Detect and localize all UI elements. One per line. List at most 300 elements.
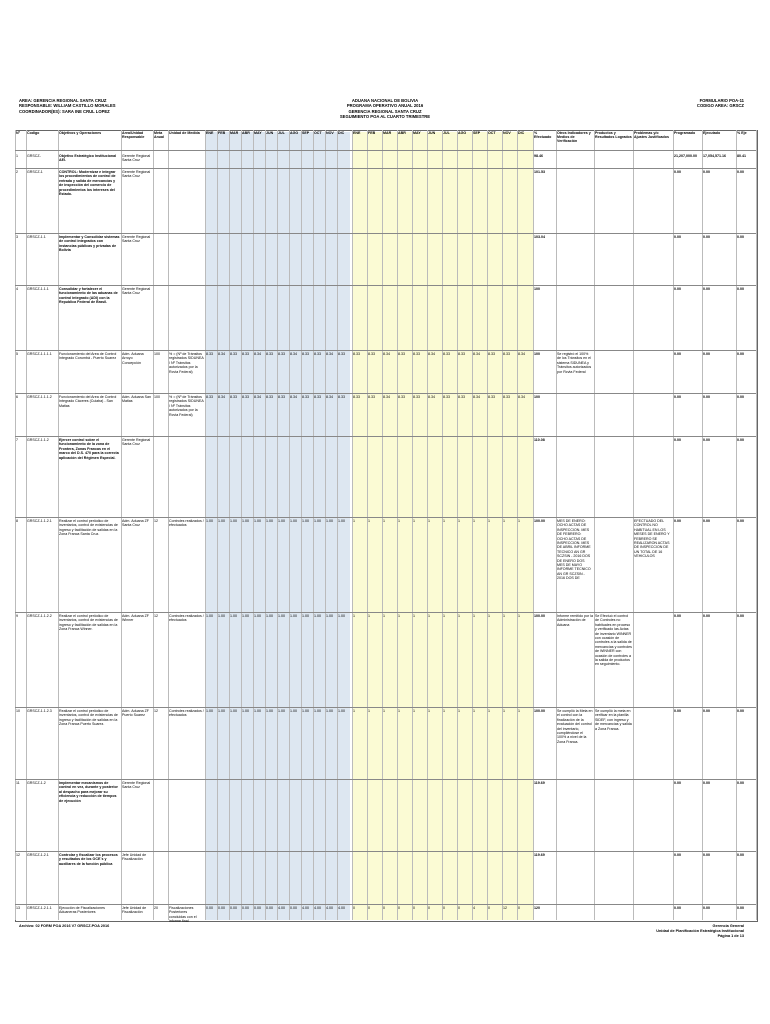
row-unit: Adm. Aduana ZF Puerto Suarez xyxy=(122,709,149,718)
row-exec-value: 12 xyxy=(503,906,507,910)
row-exec-value: 8.34 xyxy=(383,352,390,356)
row-divider xyxy=(15,233,756,234)
row-exec-value: 1 xyxy=(428,519,430,523)
row-exec-value: 1 xyxy=(458,614,460,618)
row-exec-value: 1 xyxy=(368,709,370,713)
column-header: ENE xyxy=(206,131,214,135)
column-header: MAR xyxy=(230,131,239,135)
row-exec-value: 1 xyxy=(353,709,355,713)
row-exec-value: 0 xyxy=(443,906,445,910)
row-exec-value: 1 xyxy=(488,709,490,713)
row-ejecutado: 0.00 xyxy=(703,853,710,857)
row-plan-value: 8.33 xyxy=(338,395,345,399)
row-code: GRSCZ-1.2.1.1 xyxy=(27,906,52,910)
row-unit: Gerente Regional Santa Cruz xyxy=(122,235,151,244)
row-pct-ejec: 0.00 xyxy=(737,781,744,785)
column-header: JUL xyxy=(443,131,450,135)
column-header: JUL xyxy=(278,131,285,135)
row-plan-value: 1.00 xyxy=(302,709,309,713)
row-objective: Realizar el control periódico de inventarios, control de existencias de ingreso y facilitación de salidas en la Zona Franca Puerto Suarez. xyxy=(59,709,118,727)
row-exec-value: 8.33 xyxy=(398,395,405,399)
column-divider xyxy=(427,130,428,920)
row-code: GRSCZ-1.1.1.2 xyxy=(27,395,52,399)
row-plan-value: 1.00 xyxy=(326,709,333,713)
row-exec-value: 1 xyxy=(428,709,430,713)
row-plan-value: 1.00 xyxy=(326,519,333,523)
row-ejecutado: 0.00 xyxy=(703,170,710,174)
row-exec-value: 8.33 xyxy=(503,395,510,399)
row-unit: Adm. Aduana ZF Santa Cruz xyxy=(122,519,149,528)
row-number: 5 xyxy=(16,352,18,356)
row-plan-value: 1.00 xyxy=(254,709,261,713)
row-exec-value: 8.33 xyxy=(398,352,405,356)
row-exec-value: 1 xyxy=(428,614,430,618)
row-ejecutado: 0.00 xyxy=(703,352,710,356)
program-title: PROGRAMA OPERATIVO ANUAL 2016 xyxy=(346,103,424,109)
row-code: GRSCZ-1.1.2.3 xyxy=(27,709,52,713)
row-exec-value: 8.33 xyxy=(413,395,420,399)
row-plan-value: 1.00 xyxy=(314,519,321,523)
row-objective: Objetivo Estratégico Institucional AEI. xyxy=(59,154,117,163)
column-divider xyxy=(594,130,595,920)
row-plan-value: 1.00 xyxy=(242,709,249,713)
column-header: Unidad de Medida xyxy=(169,131,200,135)
row-exec-value: 1 xyxy=(443,614,445,618)
row-divider xyxy=(15,393,756,394)
row-plan-value: 8.33 xyxy=(206,352,213,356)
row-plan-value: 1.00 xyxy=(254,519,261,523)
row-exec-value: 0 xyxy=(518,906,520,910)
row-indicator: Se registró el 100% de los Tránsitos en el sistema SIDUNEA y Tránsitos autorizados por Rcvta Federal xyxy=(557,352,592,374)
column-header: AGO xyxy=(458,131,467,135)
regional-title: GERENCIA REGIONAL SANTA CRUZ xyxy=(348,108,422,114)
row-exec-value: 1 xyxy=(413,519,415,523)
column-divider xyxy=(736,130,737,920)
row-ejecutado: 0.00 xyxy=(703,519,710,523)
row-exec-value: 0 xyxy=(398,906,400,910)
column-divider xyxy=(517,130,518,920)
column-divider xyxy=(442,130,443,920)
column-divider xyxy=(277,130,278,920)
row-divider xyxy=(15,707,756,708)
row-exec-value: 8.33 xyxy=(443,352,450,356)
row-exec-value: 1 xyxy=(413,614,415,618)
row-plan-value: 4.00 xyxy=(302,906,309,910)
row-unit: Jefe Unidad de Fiscalización xyxy=(122,853,147,862)
row-programado: 0.00 xyxy=(674,614,681,618)
row-objective: Ejecución de Fiscalizaciones Aduaneras Posteriores xyxy=(59,906,105,915)
row-number: 3 xyxy=(16,235,18,239)
row-pct-ejec: 0.00 xyxy=(737,709,744,713)
row-exec-value: 0 xyxy=(488,906,490,910)
row-plan-value: 1.00 xyxy=(254,614,261,618)
row-plan-value: 8.33 xyxy=(278,352,285,356)
row-programado: 0.00 xyxy=(674,438,681,442)
row-percent: 100.00 xyxy=(534,709,545,713)
row-plan-value: 8.34 xyxy=(326,395,333,399)
row-percent: 98.46 xyxy=(534,154,543,158)
row-measure: % = (Nº de Tránsitos registrados SIDUNEA / Nº Tránsitos autorizados por la Rcvta Federal) xyxy=(169,352,204,374)
column-divider xyxy=(217,130,218,920)
row-exec-value: 1 xyxy=(503,614,505,618)
row-plan-value: 1.00 xyxy=(242,614,249,618)
row-plan-value: 1.00 xyxy=(314,709,321,713)
column-header: MAY xyxy=(254,131,262,135)
column-header: DIC xyxy=(518,131,525,135)
row-meta: 20 xyxy=(154,906,158,910)
page-number: Página 1 de 13 xyxy=(717,934,744,938)
row-plan-value: 1.00 xyxy=(230,614,237,618)
row-exec-value: 4 xyxy=(473,906,475,910)
row-exec-value: 8.34 xyxy=(473,395,480,399)
row-exec-value: 1 xyxy=(413,709,415,713)
column-header: OCT xyxy=(488,131,496,135)
row-programado: 0.00 xyxy=(674,781,681,785)
column-header: AGO xyxy=(290,131,299,135)
row-plan-value: 1.00 xyxy=(206,614,213,618)
row-divider xyxy=(15,517,756,518)
column-divider xyxy=(673,130,674,920)
row-plan-value: 0.00 xyxy=(230,906,237,910)
row-plan-value: 8.33 xyxy=(314,352,321,356)
row-exec-value: 8.33 xyxy=(458,352,465,356)
column-divider xyxy=(15,130,16,920)
row-code: GRSCZ- xyxy=(27,154,41,158)
row-plan-value: 0.00 xyxy=(218,906,225,910)
row-code: GRSCZ-1.1.1.1 xyxy=(27,352,52,356)
header-center xyxy=(300,98,470,120)
row-objective: Funcionamiento del Area de Control Integrado Corumbá - Puerto Suarez xyxy=(59,352,117,361)
row-percent: 119.69 xyxy=(534,853,545,857)
column-header: ENE xyxy=(353,131,361,135)
row-plan-value: 1.00 xyxy=(218,614,225,618)
row-measure: % = (Nº de Tránsitos registrados SIDUNEA / Nº Tránsitos autorizados por la Rcvta Federal) xyxy=(169,395,204,417)
row-exec-value: 8.33 xyxy=(488,395,495,399)
row-exec-value: 8.34 xyxy=(383,395,390,399)
row-pct-ejec: 0.00 xyxy=(737,170,744,174)
column-divider xyxy=(301,130,302,920)
column-divider xyxy=(457,130,458,920)
row-exec-value: 8.33 xyxy=(413,352,420,356)
row-pct-ejec: 0.00 xyxy=(737,395,744,399)
row-measure: Controles realizados / efectuados xyxy=(169,614,204,623)
row-exec-value: 1 xyxy=(473,709,475,713)
column-header: JUN xyxy=(266,131,274,135)
row-pct-ejec: 0.00 xyxy=(737,438,744,442)
column-divider xyxy=(367,130,368,920)
row-exec-value: 8.34 xyxy=(428,395,435,399)
column-divider xyxy=(412,130,413,920)
row-unit: Jefe Unidad de Fiscalización xyxy=(122,906,147,915)
column-header: SEP xyxy=(473,131,481,135)
row-pct-ejec: 0.00 xyxy=(737,287,744,291)
row-plan-value: 1.00 xyxy=(290,614,297,618)
row-number: 12 xyxy=(16,853,20,857)
row-programado: 0.00 xyxy=(674,235,681,239)
row-divider xyxy=(15,168,756,169)
row-exec-value: 0 xyxy=(458,906,460,910)
row-programado: 0.00 xyxy=(674,853,681,857)
column-divider xyxy=(253,130,254,920)
row-programado: 0.00 xyxy=(674,906,681,910)
row-plan-value: 8.33 xyxy=(242,352,249,356)
row-plan-value: 1.00 xyxy=(218,709,225,713)
row-exec-value: 8.34 xyxy=(518,395,525,399)
row-plan-value: 1.00 xyxy=(266,519,273,523)
row-exec-value: 1 xyxy=(383,709,385,713)
column-divider xyxy=(313,130,314,920)
row-ejecutado: 0.00 xyxy=(703,614,710,618)
footer-right xyxy=(656,924,744,939)
row-ejecutado: 0.00 xyxy=(703,781,710,785)
row-plan-value: 1.00 xyxy=(230,519,237,523)
row-objective: Funcionamiento del Area de Control Integrado Cáceres (Cuiaba) - San Matias xyxy=(59,395,117,408)
row-plan-value: 1.00 xyxy=(314,614,321,618)
area-label: AREA: GERENCIA REGIONAL SANTA CRUZ xyxy=(19,98,107,103)
row-plan-value: 1.00 xyxy=(278,614,285,618)
row-ejecutado: 17,054,571.16 xyxy=(703,154,726,158)
row-exec-value: 1 xyxy=(473,519,475,523)
row-exec-value: 1 xyxy=(383,614,385,618)
row-results: Se Efectuó el control de Controles no habituales en proceso y verificado las Actas de inventario WINNER con ocasión de controles a la salida de mercancías y controles de WINNER con ocasión de controles a la salida de productos en seguimiento. xyxy=(595,614,632,667)
coordinador-label: COORDINADOR(ES): SARA INE CRUL LOPEZ xyxy=(19,108,110,114)
form-code: FORMULARIO POA-11 xyxy=(699,98,744,103)
column-header: Productos y Resultados Logrados xyxy=(595,131,632,140)
row-exec-value: 1 xyxy=(518,519,520,523)
row-percent: 110.08 xyxy=(534,438,545,442)
row-percent: 120 xyxy=(534,906,540,910)
row-exec-value: 8.33 xyxy=(488,352,495,356)
row-plan-value: 8.34 xyxy=(218,395,225,399)
row-measure: Fiscalizaciones Posteriores concluidas con el informe final xyxy=(169,906,197,924)
row-plan-value: 0.00 xyxy=(290,906,297,910)
row-exec-value: 1 xyxy=(353,614,355,618)
row-exec-value: 1 xyxy=(398,519,400,523)
row-divider xyxy=(15,350,756,351)
column-divider xyxy=(265,130,266,920)
row-objective: Realizar el control periódico de inventarios, control de existencias de ingreso y facilitación de salidas en la Zona Franca Santa Cruz. xyxy=(59,519,118,537)
row-plan-value: 4.00 xyxy=(314,906,321,910)
row-code: GRSCZ-1.2.1 xyxy=(27,853,49,857)
row-number: 8 xyxy=(16,519,18,523)
row-number: 4 xyxy=(16,287,18,291)
row-meta: 12 xyxy=(154,519,158,523)
row-ejecutado: 0.00 xyxy=(703,287,710,291)
row-objective: Realizar el control periódico de inventarios, control de existencias de ingreso y facilitación de salidas en la Zona Franca Winner. xyxy=(59,614,118,632)
column-header: FEB xyxy=(218,131,226,135)
row-ejecutado: 0.00 xyxy=(703,235,710,239)
row-plan-value: 1.00 xyxy=(278,709,285,713)
column-header: FEB xyxy=(368,131,376,135)
row-plan-value: 1.00 xyxy=(338,709,345,713)
row-code: GRSCZ-1.2 xyxy=(27,781,46,785)
row-code: GRSCZ-1.1.1 xyxy=(27,287,49,291)
column-divider xyxy=(229,130,230,920)
column-divider xyxy=(397,130,398,920)
row-meta: 100 xyxy=(154,395,160,399)
row-objective: Ejercer control sobre el funcionamiento de la zona de Frontera, Zonas Francas en el marco del D.S. 470 para la correcta aplicación del Régimen Especial. xyxy=(59,438,119,460)
row-exec-value: 8.34 xyxy=(428,352,435,356)
row-programado: 0.00 xyxy=(674,395,681,399)
row-exec-value: 8.34 xyxy=(518,352,525,356)
row-programado: 21,207,000.00 xyxy=(674,154,697,158)
row-exec-value: 8.33 xyxy=(368,352,375,356)
row-exec-value: 1 xyxy=(443,709,445,713)
row-exec-value: 0 xyxy=(383,906,385,910)
row-exec-value: 1 xyxy=(353,519,355,523)
row-exec-value: 8.33 xyxy=(353,395,360,399)
footer-unit: Unidad de Planificación Estratégica Institucional xyxy=(656,929,744,933)
row-plan-value: 1.00 xyxy=(266,614,273,618)
row-plan-value: 0.00 xyxy=(242,906,249,910)
row-indicator: Se cumplió la Meta en el control con la finalización de la evaluación del control del inventario, cumpliéndose el 100% a nivel de la Zona Franca. xyxy=(557,709,593,744)
row-objective: Implementar mecanismos de control en vez, durante y posterior al despacho para mejorar su eficiencia y reducción de tiempos de ejecución xyxy=(59,781,118,803)
column-header: ABR xyxy=(242,131,250,135)
row-problems: EFECTUADO DEL CONTROL NO HABITUAL EN LOS MESES DE ENERO Y FEBRERO SE REALIZARON ACTAS DE INSPECCION DE UN TOTAL DE 16 VEHICULOS xyxy=(634,519,670,559)
row-plan-value: 1.00 xyxy=(278,519,285,523)
row-plan-value: 4.00 xyxy=(326,906,333,910)
column-header: Codigo xyxy=(27,131,40,135)
row-number: 11 xyxy=(16,781,20,785)
row-percent: 101.53 xyxy=(534,170,545,174)
row-number: 7 xyxy=(16,438,18,442)
row-programado: 0.00 xyxy=(674,170,681,174)
row-exec-value: 1 xyxy=(473,614,475,618)
header-left xyxy=(19,98,116,114)
row-exec-value: 1 xyxy=(458,709,460,713)
area-code: CODIGO AREA: GRSCZ xyxy=(696,103,744,109)
column-header: NOV xyxy=(326,131,334,135)
row-percent: 100 xyxy=(534,352,540,356)
column-header: Nº xyxy=(16,131,20,135)
row-plan-value: 1.00 xyxy=(302,519,309,523)
row-exec-value: 8.33 xyxy=(458,395,465,399)
row-plan-value: 8.33 xyxy=(230,395,237,399)
row-plan-value: 8.34 xyxy=(290,352,297,356)
row-indicator: Informe remitido por la Administración de Aduana xyxy=(557,614,593,627)
column-divider xyxy=(533,130,534,920)
row-ejecutado: 0.00 xyxy=(703,438,710,442)
row-exec-value: 1 xyxy=(488,519,490,523)
column-divider xyxy=(756,130,757,920)
row-plan-value: 1.00 xyxy=(290,709,297,713)
footer-file: Archivo: 02 FORM POA 2016 V7 GRSCZ.POA 2016 xyxy=(19,924,110,928)
row-divider xyxy=(15,285,756,286)
row-objective: Controlar y fiscalizar los procesos y resultados de los OCE´s y auxiliares de la función pública xyxy=(59,853,118,866)
row-meta: 100 xyxy=(154,352,160,356)
row-plan-value: 8.33 xyxy=(302,395,309,399)
institution-title: ADUANA NACIONAL DE BOLIVIA xyxy=(351,98,419,103)
row-ejecutado: 0.00 xyxy=(703,709,710,713)
column-header: Otros Indicadores y Medios de Verificación xyxy=(557,131,591,144)
row-unit: Gerente Regional Santa Cruz xyxy=(122,154,151,163)
row-pct-ejec: 0.00 xyxy=(737,906,744,910)
row-plan-value: 1.00 xyxy=(338,614,345,618)
row-pct-ejec: 0.00 xyxy=(737,235,744,239)
row-exec-value: 1 xyxy=(398,614,400,618)
column-divider xyxy=(26,130,27,920)
row-plan-value: 8.33 xyxy=(266,352,273,356)
row-ejecutado: 0.00 xyxy=(703,906,710,910)
row-percent: 103.04 xyxy=(534,235,545,239)
row-plan-value: 1.00 xyxy=(266,709,273,713)
row-meta: 12 xyxy=(154,614,158,618)
column-divider xyxy=(487,130,488,920)
row-exec-value: 1 xyxy=(488,614,490,618)
column-divider xyxy=(325,130,326,920)
row-pct-ejec: 80.41 xyxy=(737,154,746,158)
row-meta: 12 xyxy=(154,709,158,713)
row-plan-value: 8.33 xyxy=(338,352,345,356)
row-exec-value: 1 xyxy=(398,709,400,713)
column-divider xyxy=(289,130,290,920)
column-header: Objetivos y Operaciones xyxy=(59,131,102,135)
row-plan-value: 4.00 xyxy=(338,906,345,910)
row-code: GRSCZ-1.1.2.1 xyxy=(27,519,52,523)
row-plan-value: 1.00 xyxy=(218,519,225,523)
row-plan-value: 8.33 xyxy=(206,395,213,399)
column-divider xyxy=(382,130,383,920)
column-header: Meta Anual xyxy=(154,131,164,140)
column-header: NOV xyxy=(503,131,511,135)
row-exec-value: 8.33 xyxy=(353,352,360,356)
row-unit: Gerente Regional Santa Cruz xyxy=(122,781,151,790)
row-unit: Adm. Aduana ZF Winner xyxy=(122,614,149,623)
row-plan-value: 0.00 xyxy=(206,906,213,910)
row-unit: Gerente Regional Santa Cruz xyxy=(122,170,151,179)
row-unit: Adm. Aduana Arroyo Concepción xyxy=(122,352,144,365)
row-number: 10 xyxy=(16,709,20,713)
row-number: 9 xyxy=(16,614,18,618)
row-plan-value: 1.00 xyxy=(326,614,333,618)
row-exec-value: 8.33 xyxy=(368,395,375,399)
row-exec-value: 1 xyxy=(503,519,505,523)
report-title: SEGUIMIENTO POA AL CUARTO TRIMESTRE xyxy=(339,114,431,120)
column-header: MAR xyxy=(383,131,392,135)
row-percent: 119.69 xyxy=(534,781,545,785)
row-divider xyxy=(15,150,756,151)
column-header: Area/Unidad Responsable xyxy=(122,131,145,140)
column-divider xyxy=(241,130,242,920)
row-pct-ejec: 0.00 xyxy=(737,519,744,523)
responsable-label: RESPONSABLE: WILLIAM CASTILLO MORALES xyxy=(19,103,116,109)
row-unit: Gerente Regional Santa Cruz xyxy=(122,438,151,447)
row-code: GRSCZ-1.1 xyxy=(27,235,46,239)
row-programado: 0.00 xyxy=(674,287,681,291)
row-unit: Gerente Regional Santa Cruz xyxy=(122,287,151,296)
column-divider xyxy=(502,130,503,920)
column-header: Ejecutado xyxy=(703,131,721,135)
row-pct-ejec: 0.00 xyxy=(737,614,744,618)
row-indicator: MES DE ENERO: OCHO ACTAS DE INSPECCION. MES DE FEBRERO: OCHO ACTAS DE INSPECCION. MES DE ABRIL INFORME TECNICO AN GR SCZSIN - 2016 DOS DE ENERO DOS MES DE MAYO INFORME TECNICO AN GR SCZSIN - 2016 DOS DE xyxy=(557,519,591,581)
row-plan-value: 1.00 xyxy=(206,519,213,523)
column-header: % Efectuado xyxy=(534,131,552,140)
row-plan-value: 1.00 xyxy=(302,614,309,618)
row-plan-value: 8.34 xyxy=(218,352,225,356)
column-divider xyxy=(205,130,206,920)
row-plan-value: 8.34 xyxy=(254,395,261,399)
row-exec-value: 0 xyxy=(413,906,415,910)
row-percent: 100 xyxy=(534,395,540,399)
row-measure: Controles realizados / efectuados xyxy=(169,519,204,528)
row-results: Se cumplió la meta en verificar en la planilla SIDEF, con ingreso y de mercancías y salida a Zona Franca. xyxy=(595,709,632,731)
row-pct-ejec: 0.00 xyxy=(737,352,744,356)
row-objective: CONTROL: Modernizar e integrar los procedimientos de control de entrada y salida de mercancías y de inspección del comercio de procedimientos los intereses del Estado. xyxy=(59,170,116,197)
column-header: DIC xyxy=(338,131,345,135)
row-plan-value: 0.00 xyxy=(266,906,273,910)
row-plan-value: 8.33 xyxy=(314,395,321,399)
row-divider xyxy=(15,612,756,613)
